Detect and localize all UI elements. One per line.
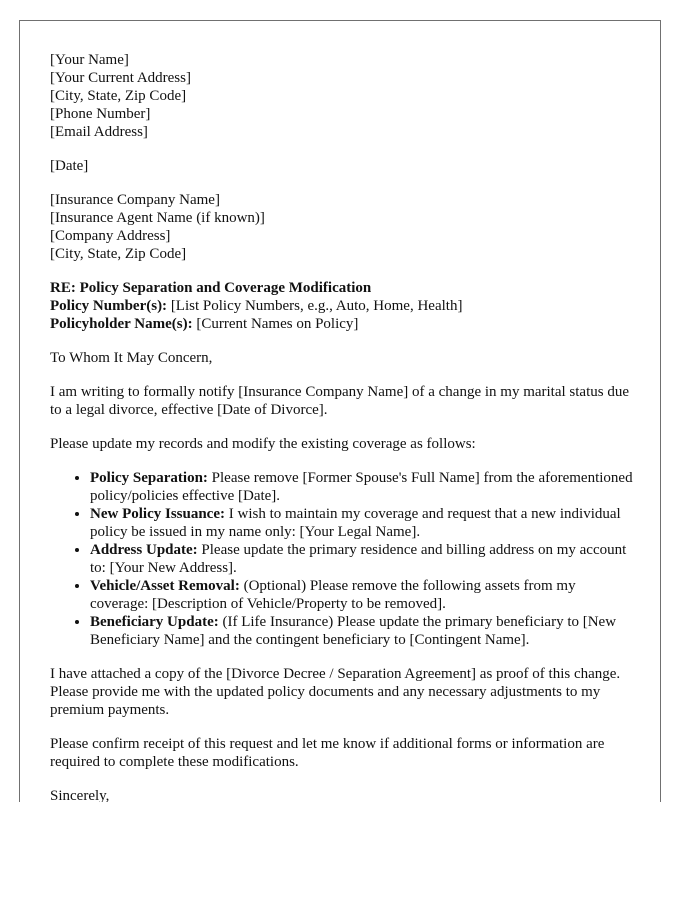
list-item [90,613,635,649]
change-label: Policy Separation: [90,470,208,486]
list-item [90,469,635,505]
policy-numbers-line [50,297,635,315]
recipient-address: [Company Address] [50,228,171,244]
change-label: Address Update: [90,542,198,558]
sender-name: [Your Name] [50,52,129,68]
sender-email: [Email Address] [50,124,148,140]
confirm-paragraph: Please confirm receipt of this request and let me know if additional forms or information are required to complete these modifications. [50,736,605,770]
sender-phone: [Phone Number] [50,106,151,122]
policyholder-line [50,315,635,333]
letter-content [50,51,635,802]
letter-date: [Date] [50,158,89,174]
salutation: To Whom It May Concern, [50,350,213,366]
recipient-city-state-zip: [City, State, Zip Code] [50,246,187,262]
intro-paragraph: I am writing to formally notify [Insurance Company Name] of a change in my marital status due to a legal divorce, effective [Date of Divorce]. [50,384,630,418]
recipient-agent: [Insurance Agent Name (if known)] [50,210,265,226]
change-label: New Policy Issuance: [90,506,225,522]
change-label: Vehicle/Asset Removal: [90,578,240,594]
re-line [50,279,635,297]
subject-block [50,279,635,333]
date-block [50,157,635,175]
change-text: (If Life Insurance) Please update the primary beneficiary to [New Beneficiary Name] and the contingent beneficiary to [Contingent Name]. [90,614,617,648]
change-text: (Optional) Please remove the following assets from my coverage: [Description of Vehicle/Property to be removed]. [90,578,576,612]
list-item [90,577,635,613]
letter-page [19,20,661,802]
changes-list [50,469,635,649]
policy-numbers-label: Policy Number(s): [50,298,168,314]
recipient-company: [Insurance Company Name] [50,192,220,208]
change-label: Beneficiary Update: [90,614,219,630]
sender-block [50,51,635,141]
policy-numbers-value: [List Policy Numbers, e.g., Auto, Home, Health] [167,298,463,314]
policyholder-label: Policyholder Name(s): [50,316,193,332]
recipient-block [50,191,635,263]
list-item [90,505,635,541]
change-text: Please remove [Former Spouse's Full Name] from the aforementioned policy/policies effective [Date]. [90,470,633,504]
change-text: I wish to maintain my coverage and request that a new individual policy be issued in my name only: [Your Legal Name]. [90,506,621,540]
sender-address: [Your Current Address] [50,70,191,86]
sender-city-state-zip: [City, State, Zip Code] [50,88,187,104]
request-paragraph: Please update my records and modify the existing coverage as follows: [50,436,476,452]
re-line-text: RE: Policy Separation and Coverage Modification [50,280,372,296]
closing: Sincerely, [50,788,110,802]
list-item [90,541,635,577]
attachment-paragraph: I have attached a copy of the [Divorce Decree / Separation Agreement] as proof of this change. Please provide me with the updated policy documents and any necessary adjustments to my premium payments. [50,666,621,718]
policyholder-value: [Current Names on Policy] [192,316,359,332]
change-text: Please update the primary residence and billing address on my account to: [Your New Address]. [90,542,627,576]
